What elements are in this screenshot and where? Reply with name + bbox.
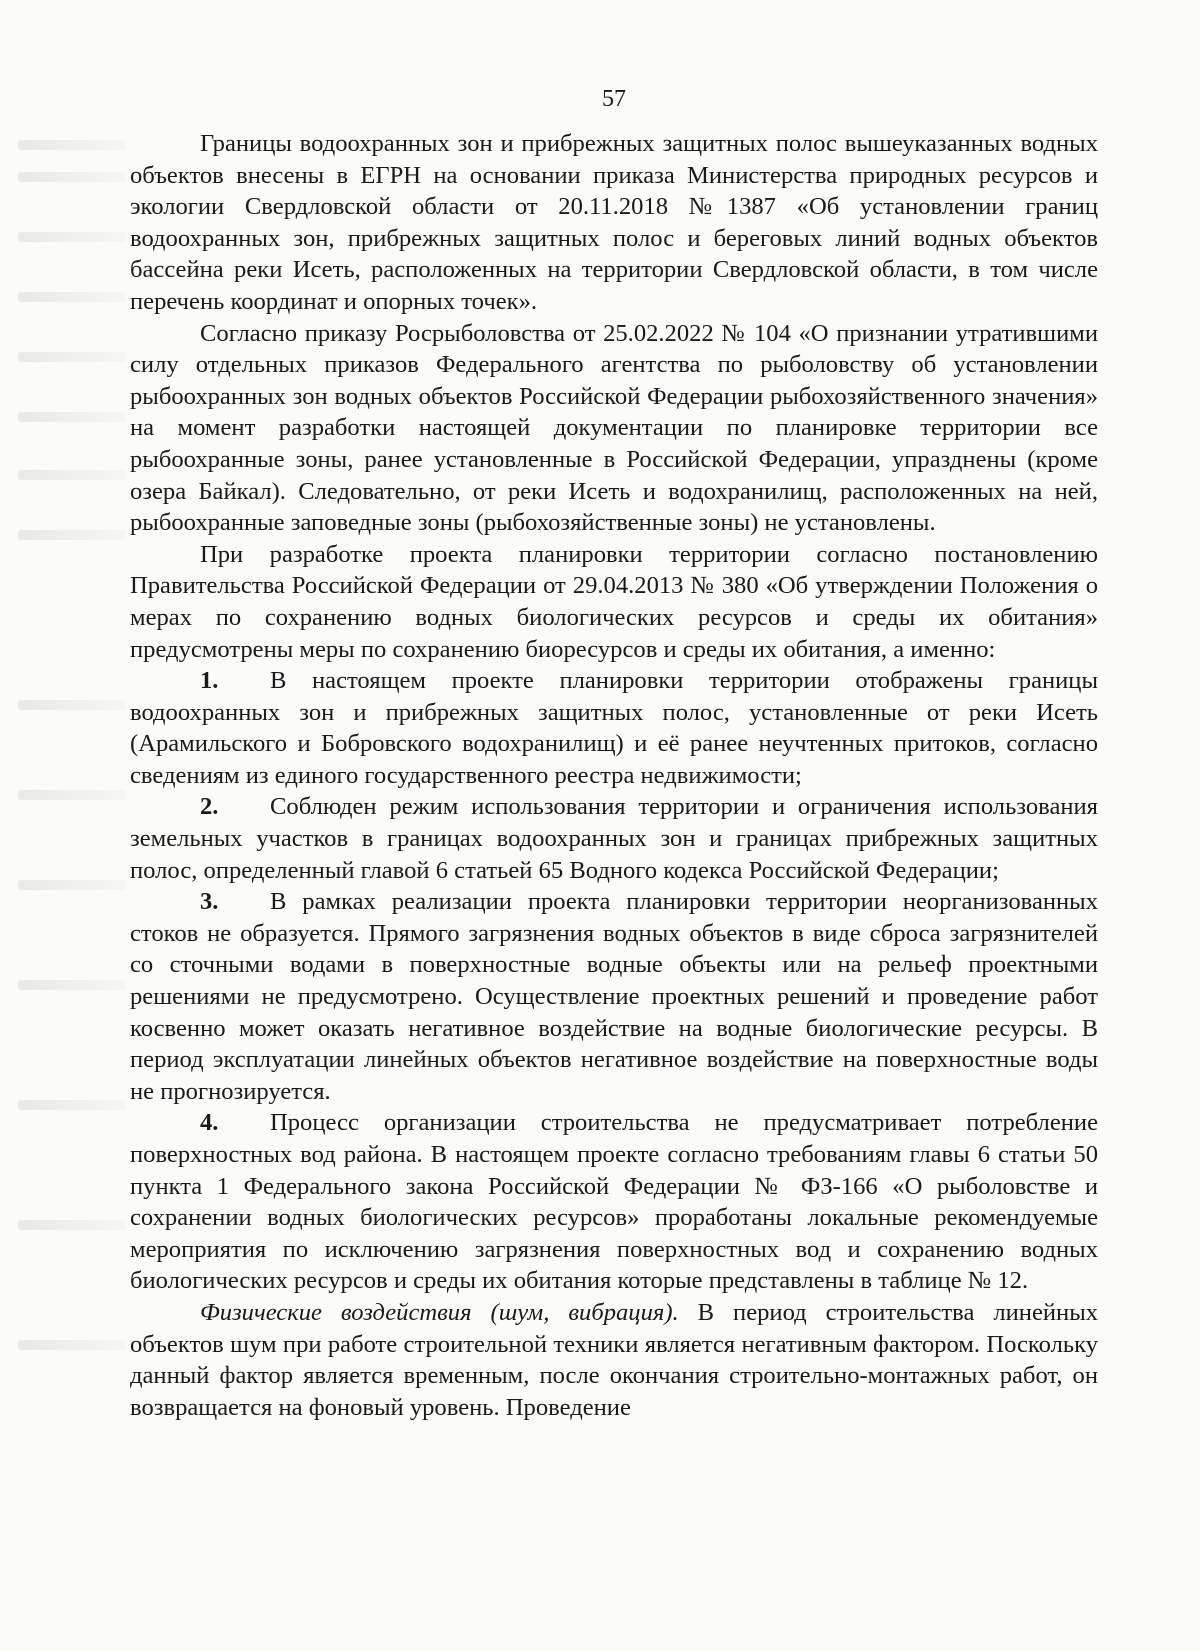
bleed-mark [18,980,126,990]
bleed-mark [18,292,126,302]
bleed-mark [18,700,126,710]
bleed-mark [18,880,126,890]
bleed-mark [18,172,126,182]
list-item [130,791,1098,886]
list-item [130,886,1098,1107]
paragraph-measures-intro: При разработке проекта планировки территории согласно постановлению Правительства Российской Федерации от 29.04.2013 № 380 «Об утверждении Положения о мерах по сохранению водных биологических ресурсов и среды их обитания» предусмотрены меры по сохранению биоресурсов и среды их обитания, а именно: [130,540,1098,663]
bleed-mark [18,530,126,540]
bleed-mark [18,790,126,800]
bleed-mark [18,470,126,480]
list-item-number: 4. [200,1109,219,1137]
bleed-mark [18,412,126,422]
list-item [130,1107,1098,1297]
paragraph-fish-protection-zones: Согласно приказу Росрыболовства от 25.02.2022 № 104 «О признании утратившими силу отдельных приказов Федерального агентства по рыболовству об установлении рыбоохранных зон водных объектов Российской Федерации рыбохозяйственного значения» на момент разработки настоящей документации по планировке территории все рыбоохранные зоны, ранее установленные в Российской Федерации, упразднены (кроме озера Байкал). Следовательно, от реки Исеть и водохранилищ, расположенных на ней, рыбоохранные заповедные зоны (рыбохозяйственные зоны) не установлены. [130,319,1098,537]
bleed-mark [18,1220,126,1230]
paragraph-water-protection-zones: Границы водоохранных зон и прибрежных защитных полос вышеуказанных водных объектов внесены в ЕГРН на основании приказа Министерства природных ресурсов и экологии Свердловской области от 20.11.2018 №1387 «Об установлении границ водоохранных зон, прибрежных защитных полос и береговых линий водных объектов бассейна реки Исеть, расположенных на территории Свердловской области, в том числе перечень координат и опорных точек». [130,130,1098,315]
list-item-number: 2. [200,793,219,821]
page-number: 57 [602,86,626,112]
list-item [130,665,1098,791]
list-item-text: Процесс организации строительства не предусматривает потребление поверхностных вод района. В настоящем проекте согласно требованиям главы 6 статьи 50 пункта 1 Федерального закона Российской Федерации № ФЗ-166 «О рыболовстве и сохранении водных биологических ресурсов» проработаны локальные рекомендуемые мероприятия по исключению загрязнения поверхностных вод и сохранению водных биологических ресурсов и среды их обитания которые представлены в таблице № 12. [130,1109,1098,1295]
list-item-text: Соблюден режим использования территории и ограничения использования земельных участков в границах водоохранных зон и границах прибрежных защитных полос, определенный главой 6 статьей 65 Водного кодекса Российской Федерации; [130,793,1098,884]
paragraph-text: В период строительства линейных объектов шум при работе строительной техники является негативным фактором. Поскольку данный фактор является временным, после окончания строительно-монтажных работ, он возвращается на фоновый уровень. Проведение [130,1298,1099,1421]
list-item-number: 1. [200,667,219,695]
list-item-text: В рамках реализации проекта планировки территории неорганизованных стоков не образуется. Прямого загрязнения водных объектов в виде сброса загрязнителей со сточными водами в поверхностные водные объекты или на рельеф проектными решениями не предусмотрено. Осуществление проектных решений и проведение работ косвенно может оказать негативное воздействие на водные биологические ресурсы. В период эксплуатации линейных объектов негативное воздействие на поверхностные воды не прогнозируется. [130,888,1098,1105]
paragraph-physical-impacts [130,1297,1098,1423]
bleed-mark [18,352,126,362]
bleed-mark [18,1100,126,1110]
bleed-mark [18,140,126,150]
bleed-mark [18,1340,126,1350]
italic-lead: Физические воздействия (шум, вибрация). [200,1298,679,1326]
document-body [130,128,1098,1423]
list-item-text: В настоящем проекте планировки территории отображены границы водоохранных зон и прибрежных защитных полос, установленные от реки Исеть (Арамильского и Бобровского водохранилищ) и её ранее неучтенных притоков, согласно сведениям из единого государственного реестра недвижимости; [130,667,1098,789]
list-item-number: 3. [200,888,219,916]
bleed-mark [18,232,126,242]
